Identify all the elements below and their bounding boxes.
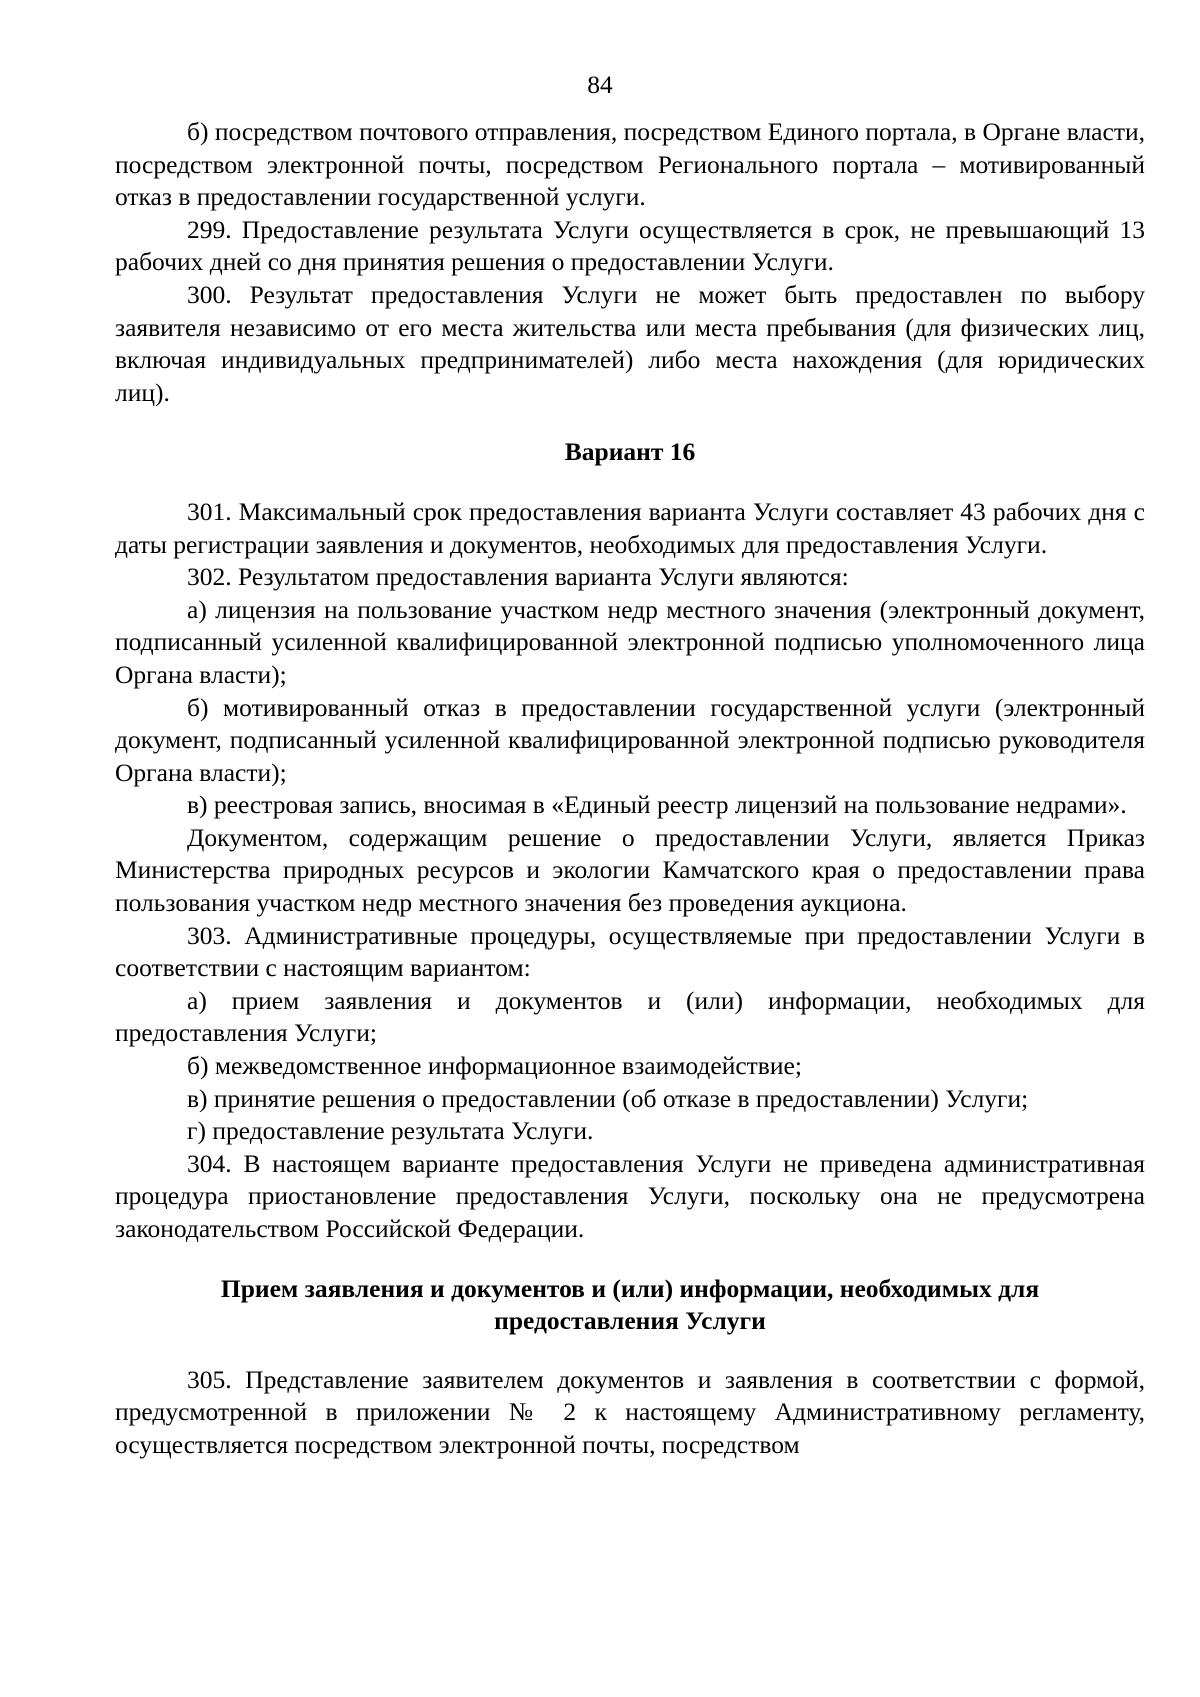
paragraph-302-v: в) реестровая запись, вносимая в «Единый реестр лицензий на пользование недрами». xyxy=(187,790,1127,820)
paragraph-304: 304. В настоящем варианте предоставления Услуги не приведена административная процедура приостановление предоставления Услуги, поскольку она не предусмотрена законодательством Российской Федерации. xyxy=(115,1148,1145,1243)
paragraph-299: 299. Предоставление результата Услуги осуществляется в срок, не превышающий 13 рабочих дней со дня принятия решения о предоставлении Услуги. xyxy=(115,214,1145,277)
paragraph-303-a: а) прием заявления и документов и (или) информации, необходимых для предоставления Услуги; xyxy=(115,985,1145,1048)
paragraph-300: 300. Результат предоставления Услуги не может быть предоставлен по выбору заявителя независимо от его места жительства или места пребывания (для физических лиц, включая индивидуальных предпринимателей) либо места нахождения (для юридических лиц). xyxy=(115,279,1145,407)
paragraph-303-g: г) предоставление результата Услуги. xyxy=(187,1116,594,1146)
paragraph-302-b: б) мотивированный отказ в предоставлении государственной услуги (электронный документ, подписанный усиленной квалифицированной электронной подписью руководителя Органа власти); xyxy=(115,692,1145,787)
paragraph-303: 303. Административные процедуры, осуществляемые при предоставлении Услуги в соответствии с настоящим вариантом: xyxy=(115,920,1145,983)
heading-variant-16: Вариант 16 xyxy=(564,437,696,467)
paragraph-302-a: а) лицензия на пользование участком недр местного значения (электронный документ, подписанный усиленной квалифицированной электронной подписью уполномоченного лица Органа власти); xyxy=(115,594,1145,689)
document-body xyxy=(115,116,1145,1461)
page-number: 84 xyxy=(587,70,613,99)
paragraph-302: 302. Результатом предоставления варианта Услуги являются: xyxy=(187,562,849,592)
paragraph-decision-document: Документом, содержащим решение о предоставлении Услуги, является Приказ Министерства природных ресурсов и экологии Камчатского края о предоставлении права пользования участком недр местного значения без проведения аукциона. xyxy=(115,822,1145,918)
paragraph-6b-delivery: б) посредством почтового отправления, посредством Единого портала, в Органе власти, посредством электронной почты, посредством Регионального портала – мотивированный отказ в предоставлении государственной услуги. xyxy=(115,117,1145,212)
heading-application-reception: Прием заявления и документов и (или) информации, необходимых для предоставления Услуги xyxy=(220,1273,1040,1335)
paragraph-303-b: б) межведомственное информационное взаимодействие; xyxy=(187,1051,802,1081)
paragraph-303-v: в) принятие решения о предоставлении (об отказе в предоставлении) Услуги; xyxy=(187,1083,1029,1113)
paragraph-301: 301. Максимальный срок предоставления варианта Услуги составляет 43 рабочих дня с даты регистрации заявления и документов, необходимых для предоставления Услуги. xyxy=(115,496,1145,559)
paragraph-305: 305. Представление заявителем документов и заявления в соответствии с формой, предусмотренной в приложении № 2 к настоящему Административному регламенту, осуществляется посредством электронной почты, посредством xyxy=(115,1364,1145,1459)
